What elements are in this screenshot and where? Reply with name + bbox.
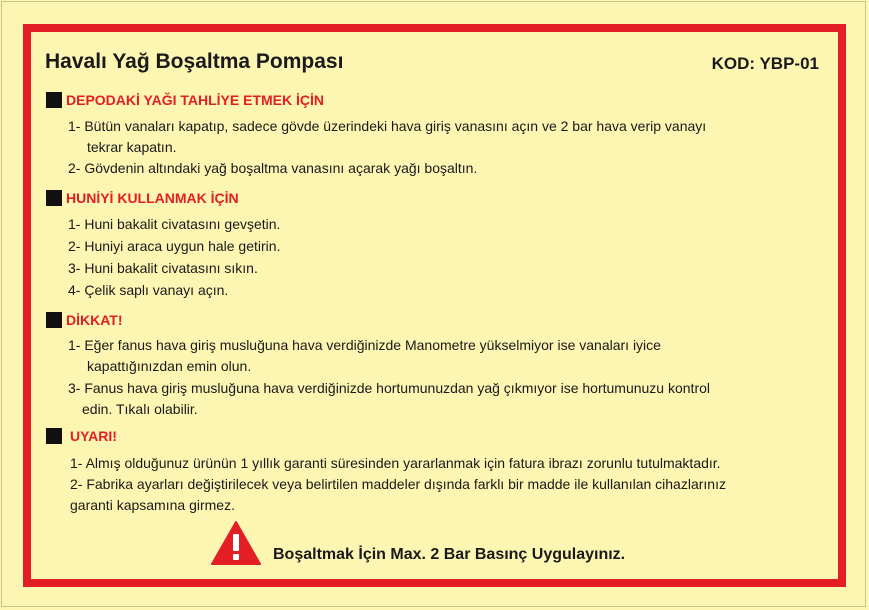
page-title: Havalı Yağ Boşaltma Pompası [45,50,344,73]
section-heading-funnel [46,190,239,206]
warning-triangle-icon [210,520,262,566]
instruction-line: tekrar kapatın. [87,139,177,155]
bullet-square-icon [46,428,62,444]
instruction-line: 1- Almış olduğunuz ürünün 1 yıllık garanti süresinden yararlanmak için fatura ibrazı zorunlu tutulmaktadır. [70,455,721,471]
instruction-line: garanti kapsamına girmez. [70,497,235,513]
section-title: DİKKAT! [66,312,123,328]
instruction-line: 2- Huniyi araca uygun hale getirin. [68,238,281,254]
bullet-square-icon [46,190,62,206]
section-heading-depot [46,92,324,108]
section-title: UYARI! [70,428,117,444]
instruction-line: 3- Fanus hava giriş musluğuna hava verdiğinizde hortumunuzdan yağ çıkmıyor ise hortumunuzu kontrol [68,380,711,396]
instruction-line: 1- Bütün vanaları kapatıp, sadece gövde üzerindeki hava giriş vanasını açın ve 2 bar hava verip vanayı [68,118,707,134]
section-heading-warning [46,428,117,444]
instruction-line: 1- Eğer fanus hava giriş musluğuna hava verdiğinizde Manometre yükselmiyor ise vanaları iyice [68,337,661,353]
instruction-line: kapattığınızdan emin olun. [87,358,252,374]
instruction-line: 2- Fabrika ayarları değiştirilecek veya belirtilen maddeler dışında farklı bir madde ile kullanılan cihazlarınız [70,476,726,492]
pressure-warning: Boşaltmak İçin Max. 2 Bar Basınç Uygulayınız. [273,546,626,563]
bullet-square-icon [46,92,62,108]
instruction-line: 4- Çelik saplı vanayı açın. [68,282,229,298]
instruction-line: 3- Huni bakalit civatasını sıkın. [68,260,258,276]
section-title: DEPODAKİ YAĞI TAHLİYE ETMEK İÇİN [66,92,324,108]
section-heading-attention [46,312,123,328]
product-code: KOD: YBP-01 [711,54,819,73]
instruction-line: edin. Tıkalı olabilir. [82,401,198,417]
section-title: HUNİYİ KULLANMAK İÇİN [66,190,239,206]
instruction-line: 2- Gövdenin altındaki yağ boşaltma vanasını açarak yağı boşaltın. [68,160,478,176]
instruction-line: 1- Huni bakalit civatasını gevşetin. [68,216,281,232]
bullet-square-icon [46,312,62,328]
